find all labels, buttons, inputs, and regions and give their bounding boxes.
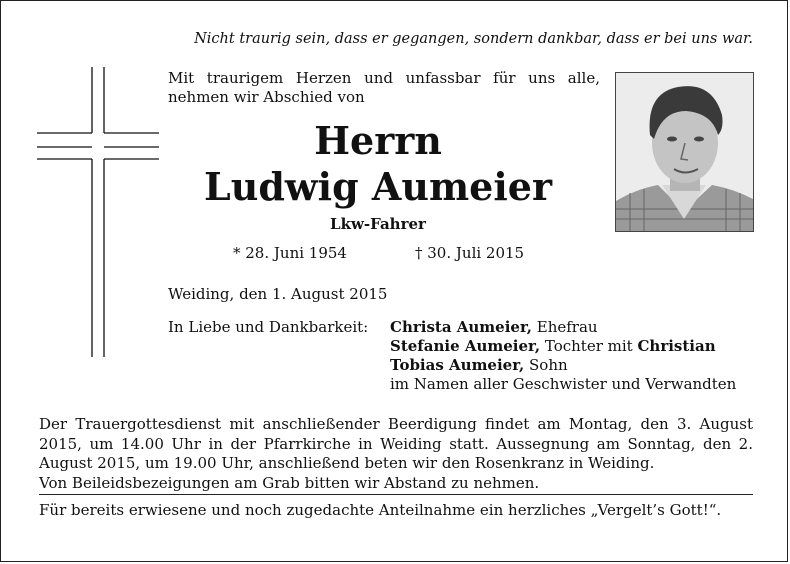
mourner-relation: Tochter mit	[540, 337, 638, 355]
place-and-date: Weiding, den 1. August 2015	[168, 285, 388, 303]
mourner-line	[390, 318, 755, 337]
funeral-service-info	[39, 415, 753, 493]
mourner-relation: Sohn	[524, 356, 568, 374]
mourner-name: Christa Aumeier,	[390, 318, 532, 336]
mourner-line	[390, 356, 755, 375]
mourner-name: Tobias Aumeier,	[390, 356, 525, 374]
mourner-line	[390, 337, 755, 356]
portrait-photo	[615, 72, 754, 232]
closing-text: Für bereits erwiesene und noch zugedachte Anteilnahme ein herzliches „Vergelt’s Gott!“.	[39, 501, 722, 519]
divider-line	[39, 494, 753, 495]
mourner-relation: im Namen aller Geschwister und Verwandten	[390, 375, 737, 393]
mourner-relation: Ehefrau	[532, 318, 598, 336]
mourner-line	[390, 375, 755, 394]
service-text: Der Trauergottesdienst mit anschließender Beerdigung findet am Montag, den 3. August 2015, um 14.00 Uhr in der Pfarrkirche in Weiding statt. Aussegnung am Sonntag, den 2. August 2015, um 19.00 Uhr, anschließend beten wir den Rosenkranz in Weiding.	[39, 415, 753, 472]
occupation-text: Lkw-Fahrer	[330, 215, 426, 233]
death-date: † 30. Juli 2015	[415, 244, 525, 262]
intro-text: Mit traurigem Herzen und unfassbar für uns alle, nehmen wir Abschied von	[168, 69, 600, 106]
motto-text: Nicht traurig sein, dass er gegangen, sondern dankbar, dass er bei uns war.	[194, 31, 753, 47]
birth-date: * 28. Juni 1954	[233, 244, 347, 262]
salutation-heading: Herrn	[314, 118, 442, 163]
condolence-note: Von Beileidsbezeigungen am Grab bitten wir Abstand zu nehmen.	[39, 473, 540, 492]
thanks-label: In Liebe und Dankbarkeit:	[168, 318, 369, 336]
cross-icon	[37, 67, 159, 357]
mourners-list	[390, 318, 755, 394]
deceased-name: Ludwig Aumeier	[204, 164, 552, 209]
mourner-name: Stefanie Aumeier,	[390, 337, 541, 355]
mourner-extra: Christian	[637, 337, 716, 355]
